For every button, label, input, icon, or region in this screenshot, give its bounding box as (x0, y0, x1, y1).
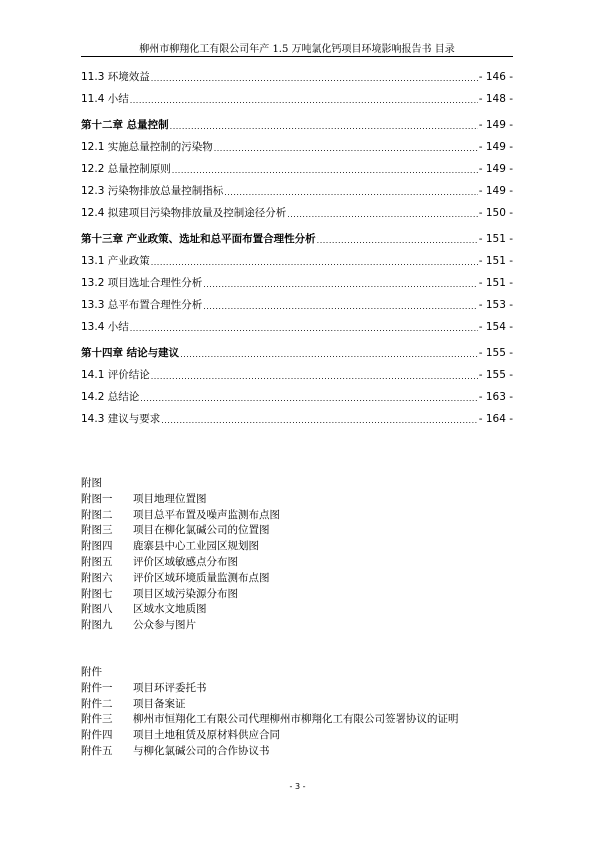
toc-entry[interactable] (81, 412, 513, 426)
toc-entry[interactable] (81, 254, 513, 268)
toc-entry-title: 12.1 实施总量控制的污染物 (81, 141, 213, 153)
attachment-item (81, 728, 459, 744)
toc-entry-page: - 149 - (478, 163, 513, 175)
attachment-item-text: 项目土地租赁及原材料供应合同 (133, 729, 280, 742)
figure-item (81, 571, 280, 587)
toc-entry[interactable] (81, 320, 513, 334)
attachment-item-label: 附件二 (81, 697, 113, 710)
figure-item-text: 项目总平布置及噪声监测布点图 (133, 508, 280, 521)
figure-item-label: 附图二 (81, 508, 113, 521)
figure-item (81, 587, 280, 603)
attachment-item (81, 744, 459, 760)
figure-item-text: 鹿寨县中心工业园区规划图 (133, 540, 259, 553)
toc-entry-title: 13.3 总平布置合理性分析 (81, 299, 203, 311)
toc-entry-title: 11.3 环境效益 (81, 71, 150, 83)
toc-entry[interactable] (81, 92, 513, 106)
figure-item-label: 附图七 (81, 587, 113, 600)
toc-chapter-entry[interactable] (81, 346, 513, 360)
toc-dot-leader (170, 121, 478, 132)
page-number: - 3 - (289, 782, 306, 791)
toc-entry-title: 14.2 总结论 (81, 391, 140, 403)
toc-dot-leader (151, 257, 478, 268)
toc-entry-page: - 148 - (478, 93, 513, 105)
figures-list (81, 476, 280, 634)
toc-dot-leader (317, 235, 478, 246)
toc-entry[interactable] (81, 298, 513, 312)
attachment-item (81, 712, 459, 728)
toc-entry-title: 13.1 产业政策 (81, 255, 150, 267)
figure-item (81, 602, 280, 618)
figure-item-label: 附图六 (81, 571, 113, 584)
attachment-item-text: 与柳化氯碱公司的合作协议书 (133, 744, 270, 757)
toc-dot-leader (161, 415, 477, 426)
toc-entry-title: 第十二章 总量控制 (81, 119, 169, 131)
attachment-item-label: 附件三 (81, 713, 113, 726)
toc-entry[interactable] (81, 368, 513, 382)
figure-item (81, 523, 280, 539)
toc-entry-page: - 163 - (478, 391, 513, 403)
attachment-item-label: 附件四 (81, 729, 113, 742)
toc-entry-title: 12.3 污染物排放总量控制指标 (81, 185, 224, 197)
toc-entry-title: 14.3 建议与要求 (81, 413, 161, 425)
figure-item-text: 项目区域污染源分布图 (133, 587, 238, 600)
figure-item-text: 公众参与图片 (133, 619, 196, 632)
toc-entry-title: 12.4 拟建项目污染物排放量及控制途径分析 (81, 207, 287, 219)
figure-item-label: 附图三 (81, 524, 113, 537)
toc-dot-leader (130, 323, 478, 334)
figure-item (81, 508, 280, 524)
figure-item-text: 项目地理位置图 (133, 492, 207, 505)
toc-entry[interactable] (81, 162, 513, 176)
figure-item-text: 评价区域敏感点分布图 (133, 555, 238, 568)
figure-item (81, 618, 280, 634)
toc-entry[interactable] (81, 184, 513, 198)
attachment-item-text: 项目环评委托书 (133, 681, 207, 694)
attachment-item-label: 附件一 (81, 681, 113, 694)
toc-entry[interactable] (81, 206, 513, 220)
attachments-list (81, 665, 459, 760)
toc-entry-title: 12.2 总量控制原则 (81, 163, 171, 175)
toc-entry-title: 11.4 小结 (81, 93, 129, 105)
toc-entry-title: 第十三章 产业政策、选址和总平面布置合理性分析 (81, 233, 316, 245)
toc-entry-title: 第十四章 结论与建议 (81, 347, 180, 359)
toc-dot-leader (180, 349, 478, 360)
toc-dot-leader (287, 209, 477, 220)
figure-item (81, 539, 280, 555)
toc-entry-page: - 153 - (478, 299, 513, 311)
toc-entry-page: - 149 - (478, 141, 513, 153)
toc-entry-title: 13.4 小结 (81, 321, 129, 333)
attachment-item (81, 697, 459, 713)
toc-entry-page: - 151 - (478, 255, 513, 267)
toc-entry-page: - 151 - (478, 277, 513, 289)
header-divider (81, 56, 513, 57)
attachment-item-text: 柳州市恒翔化工有限公司代理柳州市柳翔化工有限公司签署协议的证明 (133, 713, 459, 726)
figures-heading: 附图 (81, 477, 102, 489)
toc-chapter-entry[interactable] (81, 118, 513, 132)
figure-item-text: 区域水文地质图 (133, 603, 207, 616)
toc-entry-page: - 146 - (478, 71, 513, 83)
toc-entry-page: - 151 - (478, 233, 513, 245)
toc-entry[interactable] (81, 140, 513, 154)
attachment-item (81, 681, 459, 697)
toc-dot-leader (151, 73, 478, 84)
toc-entry-page: - 149 - (478, 119, 513, 131)
attachment-item-label: 附件五 (81, 744, 113, 757)
toc-dot-leader (214, 143, 478, 154)
toc-dot-leader (203, 279, 477, 290)
toc-dot-leader (203, 301, 477, 312)
figure-item (81, 555, 280, 571)
toc-dot-leader (151, 371, 478, 382)
toc-entry-title: 14.1 评价结论 (81, 369, 150, 381)
page-header: 柳州市柳翔化工有限公司年产 1.5 万吨氯化钙项目环境影响报告书 目录 (139, 44, 455, 55)
toc-entry-title: 13.2 项目选址合理性分析 (81, 277, 203, 289)
toc-dot-leader (130, 95, 478, 106)
toc-dot-leader (140, 393, 477, 404)
figure-item (81, 492, 280, 508)
figure-item-label: 附图八 (81, 603, 113, 616)
toc-entry-page: - 155 - (478, 369, 513, 381)
figure-item-label: 附图五 (81, 555, 113, 568)
toc-entry[interactable] (81, 390, 513, 404)
figure-item-text: 评价区域环境质量监测布点图 (133, 571, 270, 584)
toc-dot-leader (172, 165, 478, 176)
toc-dot-leader (224, 187, 477, 198)
toc-entry[interactable] (81, 276, 513, 290)
figure-item-text: 项目在柳化氯碱公司的位置图 (133, 524, 270, 537)
figure-item-label: 附图四 (81, 540, 113, 553)
figure-item-label: 附图一 (81, 492, 113, 505)
figure-item-label: 附图九 (81, 619, 113, 632)
toc-entry-page: - 150 - (478, 207, 513, 219)
toc-entry[interactable] (81, 70, 513, 84)
toc-entry-page: - 164 - (478, 413, 513, 425)
attachment-item-text: 项目备案证 (133, 697, 186, 710)
toc-entry-page: - 154 - (478, 321, 513, 333)
attachments-heading: 附件 (81, 666, 102, 678)
toc-chapter-entry[interactable] (81, 232, 513, 246)
toc-entry-page: - 149 - (478, 185, 513, 197)
toc-entry-page: - 155 - (478, 347, 513, 359)
